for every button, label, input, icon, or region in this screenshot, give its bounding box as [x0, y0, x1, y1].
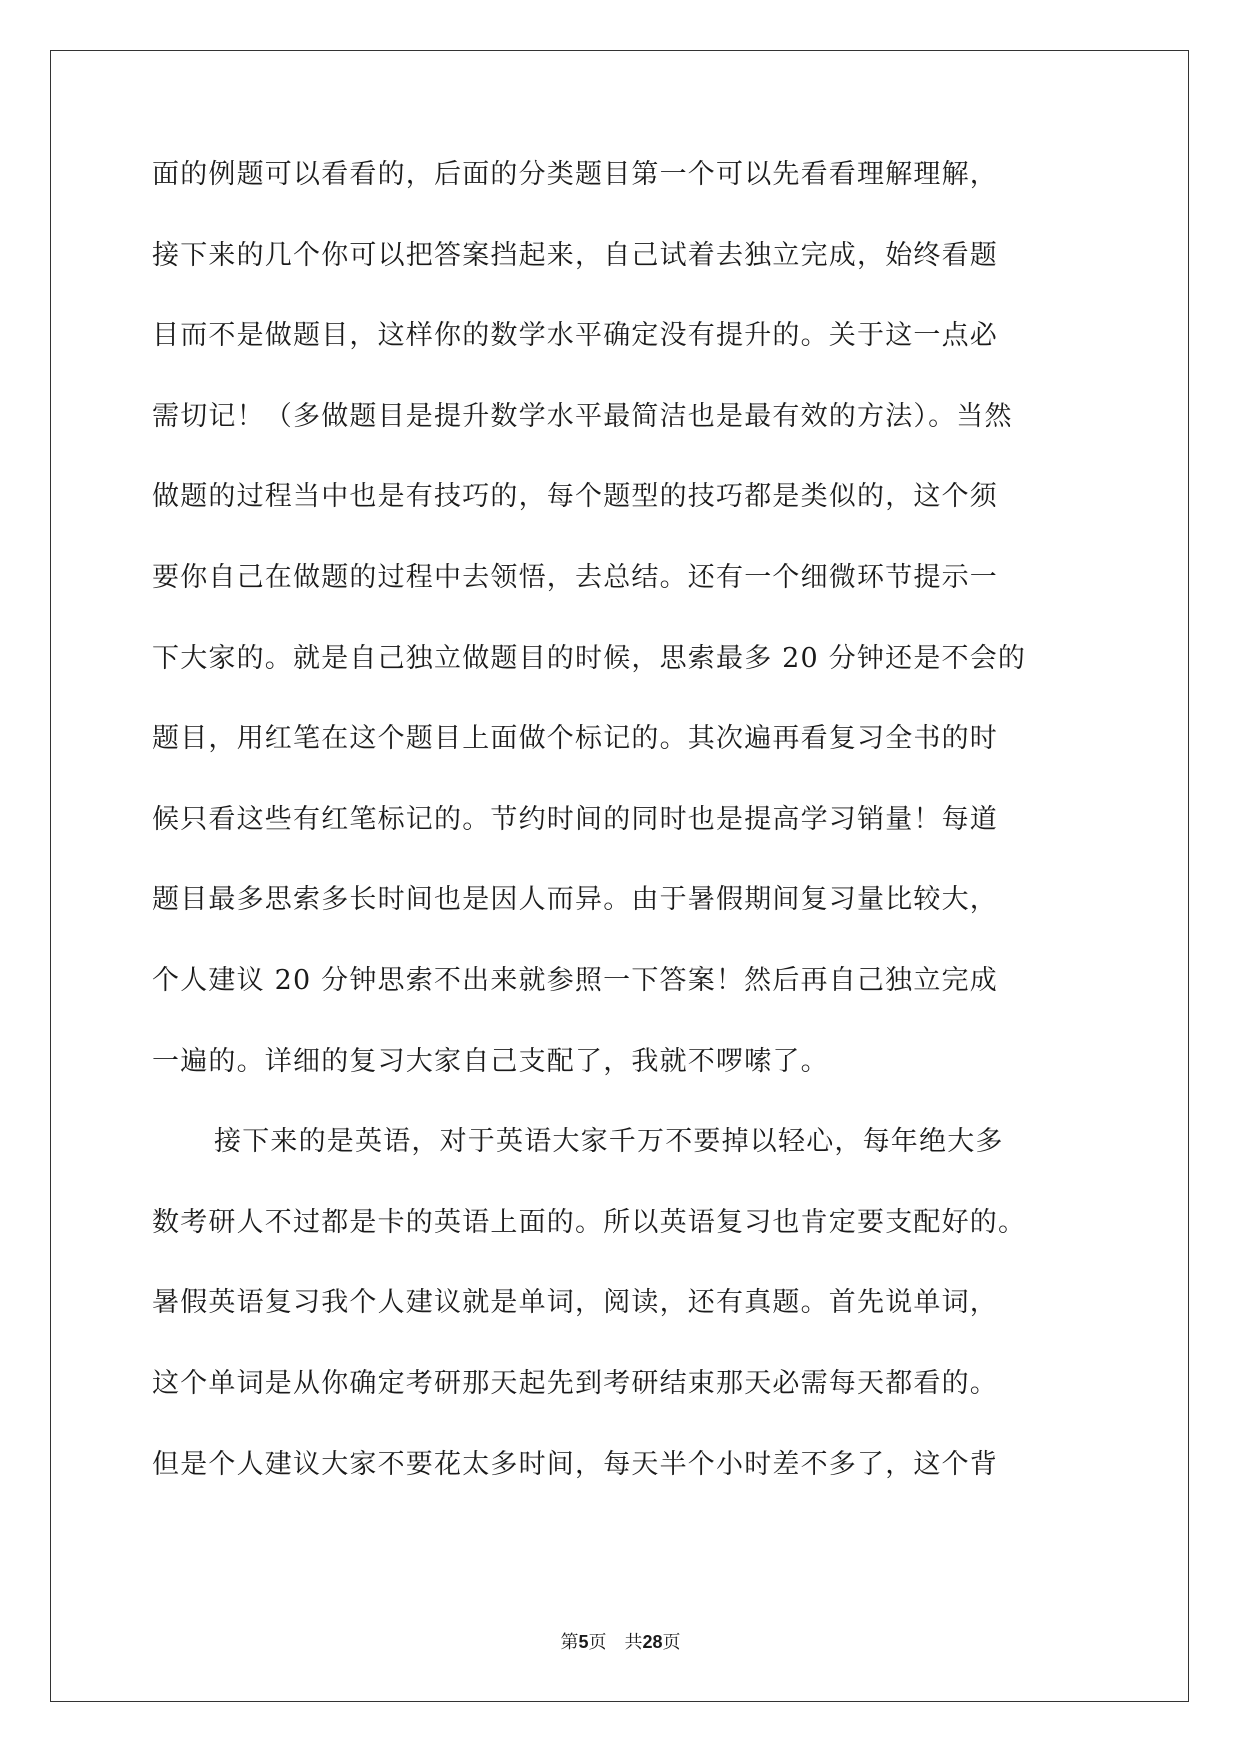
text-line: 目而不是做题目，这样你的数学水平确定没有提升的。关于这一点必 — [152, 320, 998, 352]
text-line: 题目，用红笔在这个题目上面做个标记的。其次遍再看复习全书的时 — [152, 723, 998, 755]
text-line: 做题的过程当中也是有技巧的，每个题型的技巧都是类似的，这个须 — [152, 481, 998, 513]
text-line: 需切记！（多做题目是提升数学水平最简洁也是最有效的方法）。当然 — [152, 400, 1013, 432]
text-line: 数考研人不过都是卡的英语上面的。所以英语复习也肯定要支配好的。 — [152, 1206, 1027, 1238]
page-suffix: 页 — [588, 1632, 607, 1652]
total-suffix: 页 — [662, 1632, 681, 1652]
text-line: 接下来的几个你可以把答案挡起来，自己试着去独立完成，始终看题 — [152, 239, 998, 271]
paragraph-start-line: 接下来的是英语，对于英语大家千万不要掉以轻心，每年绝大多 — [214, 1126, 1004, 1158]
text-line: 一遍的。详细的复习大家自己支配了，我就不啰嗦了。 — [152, 1045, 829, 1077]
text-line: 暑假英语复习我个人建议就是单词，阅读，还有真题。首先说单词， — [152, 1287, 998, 1319]
text-line: 但是个人建议大家不要花太多时间，每天半个小时差不多了，这个背 — [152, 1448, 998, 1480]
page-footer — [0, 1628, 1241, 1654]
page-current-number: 5 — [578, 1632, 589, 1652]
text-line: 要你自己在做题的过程中去领悟，去总结。还有一个细微环节提示一 — [152, 561, 998, 593]
text-line: 题目最多思索多长时间也是因人而异。由于暑假期间复习量比较大， — [152, 884, 998, 916]
document-body — [152, 160, 1097, 1530]
text-line: 这个单词是从你确定考研那天起先到考研结束那天必需每天都看的。 — [152, 1367, 998, 1399]
text-line: 候只看这些有红笔标记的。节约时间的同时也是提高学习销量！每道 — [152, 803, 998, 835]
page-prefix: 第 — [560, 1632, 579, 1652]
text-line: 个人建议 20 分钟思索不出来就参照一下答案！然后再自己独立完成 — [152, 964, 998, 996]
total-prefix: 共 — [624, 1632, 643, 1652]
page-total-number: 28 — [642, 1632, 663, 1652]
text-line: 面的例题可以看看的，后面的分类题目第一个可以先看看理解理解， — [152, 159, 998, 190]
text-line: 下大家的。就是自己独立做题目的时候，思索最多 20 分钟还是不会的 — [152, 642, 1027, 674]
